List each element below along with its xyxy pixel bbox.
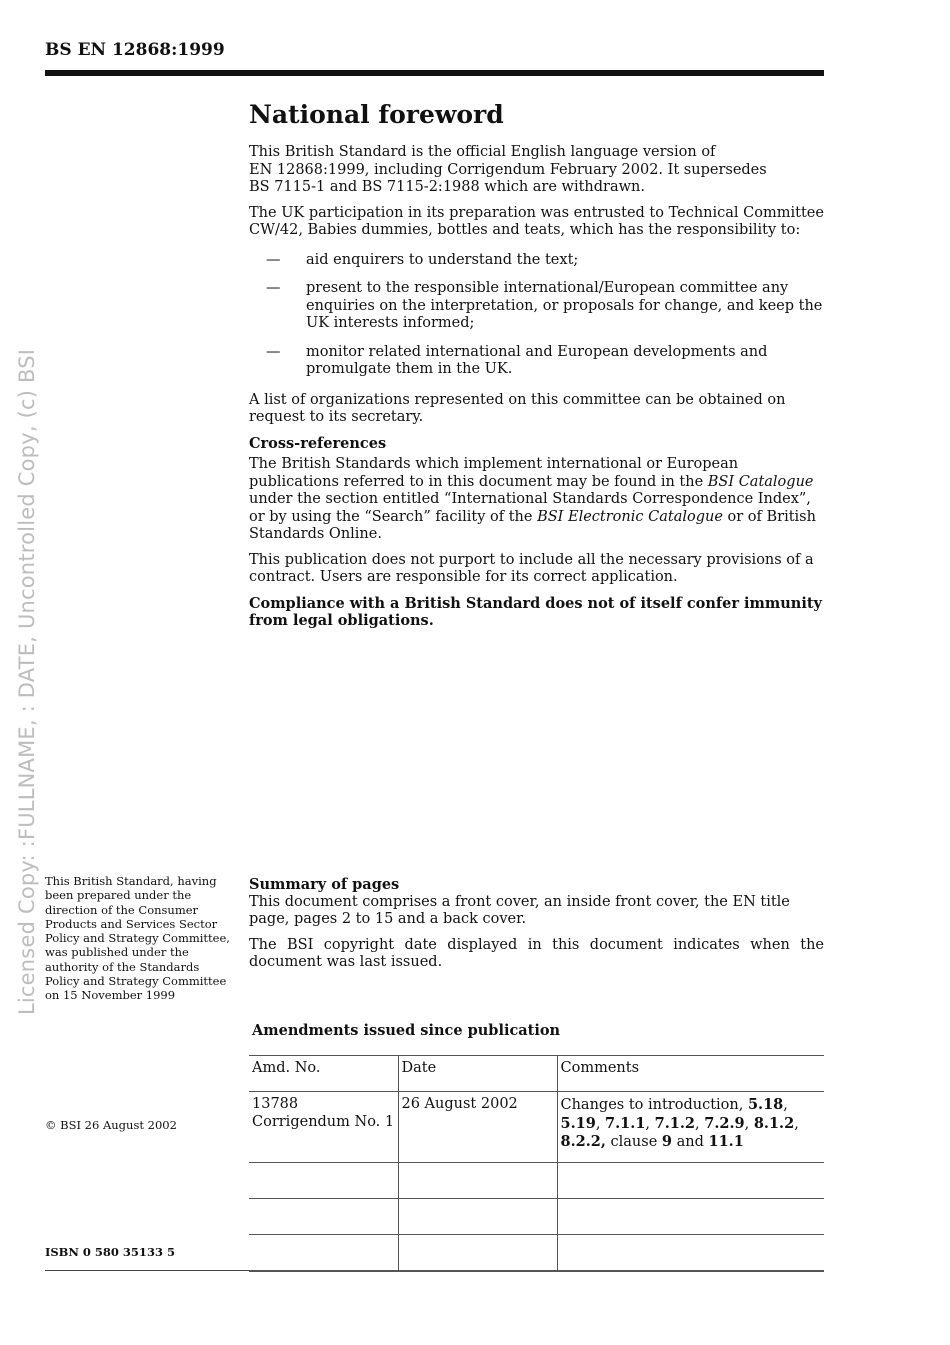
header-date: Date [398, 1056, 557, 1092]
bsi-electronic-catalogue-title: BSI Electronic Catalogue [537, 508, 723, 525]
summary-paragraph-2: The BSI copyright date displayed in this document indicates when the document was last issued. [249, 936, 824, 970]
table-header-row [249, 1056, 824, 1092]
separator: , [595, 1115, 606, 1132]
empty-cell [557, 1235, 824, 1272]
comments-cell [557, 1092, 824, 1163]
table-row [249, 1235, 824, 1272]
dash-marker: — [266, 343, 281, 360]
empty-cell [398, 1199, 557, 1235]
list-item [249, 344, 824, 379]
organizations-paragraph: A list of organizations represented on this committee can be obtained on request to its secretary. [249, 391, 786, 425]
responsibility-list [249, 252, 824, 379]
cross-ref-text-3: or of British Standards Online. [249, 508, 816, 542]
isbn: ISBN 0 580 35133 5 [45, 1245, 175, 1259]
separator: , [794, 1115, 799, 1132]
list-item [249, 280, 824, 333]
list-item-text: aid enquirers to understand the text; [306, 251, 579, 268]
clause-ref: 11.1 [708, 1133, 744, 1150]
intro-line-3: BS 7115-1 and BS 7115-2:1988 which are withdrawn. [249, 179, 645, 195]
committee-paragraph: The UK participation in its preparation was entrusted to Technical Committee CW/42, Babies dummies, bottles and teats, which has the responsibility to: [249, 204, 824, 238]
page-title: National foreword [249, 100, 504, 129]
table-row [249, 1163, 824, 1199]
license-watermark: Licensed Copy: :FULLNAME, : DATE, Uncontrolled Copy, (c) BSI [15, 348, 39, 1015]
document-code: BS EN 12868:1999 [45, 40, 225, 60]
contract-paragraph: This publication does not purport to include all the necessary provisions of a contract. Users are responsible for its correct application. [249, 551, 814, 585]
clause-ref: 7.1.1 [605, 1114, 646, 1132]
clause-ref: 7.1.2 [654, 1114, 696, 1132]
header-comments: Comments [557, 1056, 824, 1092]
clause-ref: 7.2.9 [704, 1114, 745, 1132]
cross-ref-text-1: The British Standards which implement international or European publications referred to in this document may be found in the [249, 456, 739, 490]
cross-ref-text-2: under the section entitled “International Standards Correspondence Index”, or by using the “Search” facility of the [249, 491, 811, 525]
clause-ref: 9 [661, 1133, 672, 1150]
separator: , [695, 1115, 705, 1132]
amd-number: 13788 [252, 1096, 299, 1112]
list-item [249, 252, 824, 270]
empty-cell [398, 1163, 557, 1199]
clause-ref: 5.19 [560, 1114, 596, 1132]
amd-corrigendum: Corrigendum No. 1 [252, 1113, 395, 1130]
intro-line-1: This British Standard is the official English language version of [249, 144, 716, 160]
table-row [249, 1199, 824, 1235]
empty-cell [249, 1235, 398, 1272]
empty-cell [249, 1199, 398, 1235]
comment-text: clause [605, 1134, 662, 1150]
table-row [249, 1092, 824, 1163]
clause-ref: 8.1.2 [753, 1114, 795, 1132]
clause-ref: 8.2.2, [560, 1133, 606, 1150]
amd-no-cell [249, 1092, 398, 1163]
list-item-text: present to the responsible international/European committee any enquiries on the interpretation, or proposals for change, and keep the UK interests informed; [306, 280, 823, 331]
copyright-notice: © BSI 26 August 2002 [45, 1118, 177, 1132]
empty-cell [249, 1163, 398, 1199]
summary-section [249, 876, 824, 980]
header-rule [45, 70, 824, 76]
summary-heading: Summary of pages [249, 876, 400, 893]
intro-line-2: EN 12868:1999, including Corrigendum February 2002. It supersedes [249, 161, 767, 178]
foreword-section [249, 98, 824, 638]
dash-marker: — [266, 251, 281, 268]
list-item-text: monitor related international and European developments and promulgate them in the UK. [306, 343, 768, 377]
amendments-table [249, 1055, 824, 1272]
cross-references-heading: Cross-references [249, 434, 387, 452]
summary-paragraph-1: This document comprises a front cover, an inside front cover, the EN title page, pages 2 to 15 and a back cover. [249, 893, 790, 927]
empty-cell [398, 1235, 557, 1272]
publication-note: This British Standard, having been prepared under the direction of the Consumer Products and Services Sector Policy and Strategy Committee, was published under the authority of the Standards Policy and Strategy Committee on 15 November 1999 [45, 874, 230, 1003]
comment-text: and [672, 1134, 709, 1150]
comment-text: Changes to introduction, [560, 1097, 748, 1113]
separator: , [783, 1097, 788, 1113]
foreword-intro [249, 144, 824, 197]
cross-references-paragraph [249, 456, 824, 544]
amendments-title: Amendments issued since publication [252, 1022, 561, 1039]
dash-marker: — [266, 280, 281, 296]
empty-cell [557, 1163, 824, 1199]
date-cell: 26 August 2002 [398, 1092, 557, 1163]
separator: , [744, 1115, 754, 1132]
clause-ref: 5.18 [747, 1096, 784, 1113]
bsi-catalogue-title: BSI Catalogue [707, 473, 814, 490]
empty-cell [557, 1199, 824, 1235]
separator: , [645, 1115, 655, 1132]
compliance-statement: Compliance with a British Standard does not of itself confer immunity from legal obligations. [249, 594, 822, 629]
header-amd-no: Amd. No. [249, 1056, 398, 1092]
